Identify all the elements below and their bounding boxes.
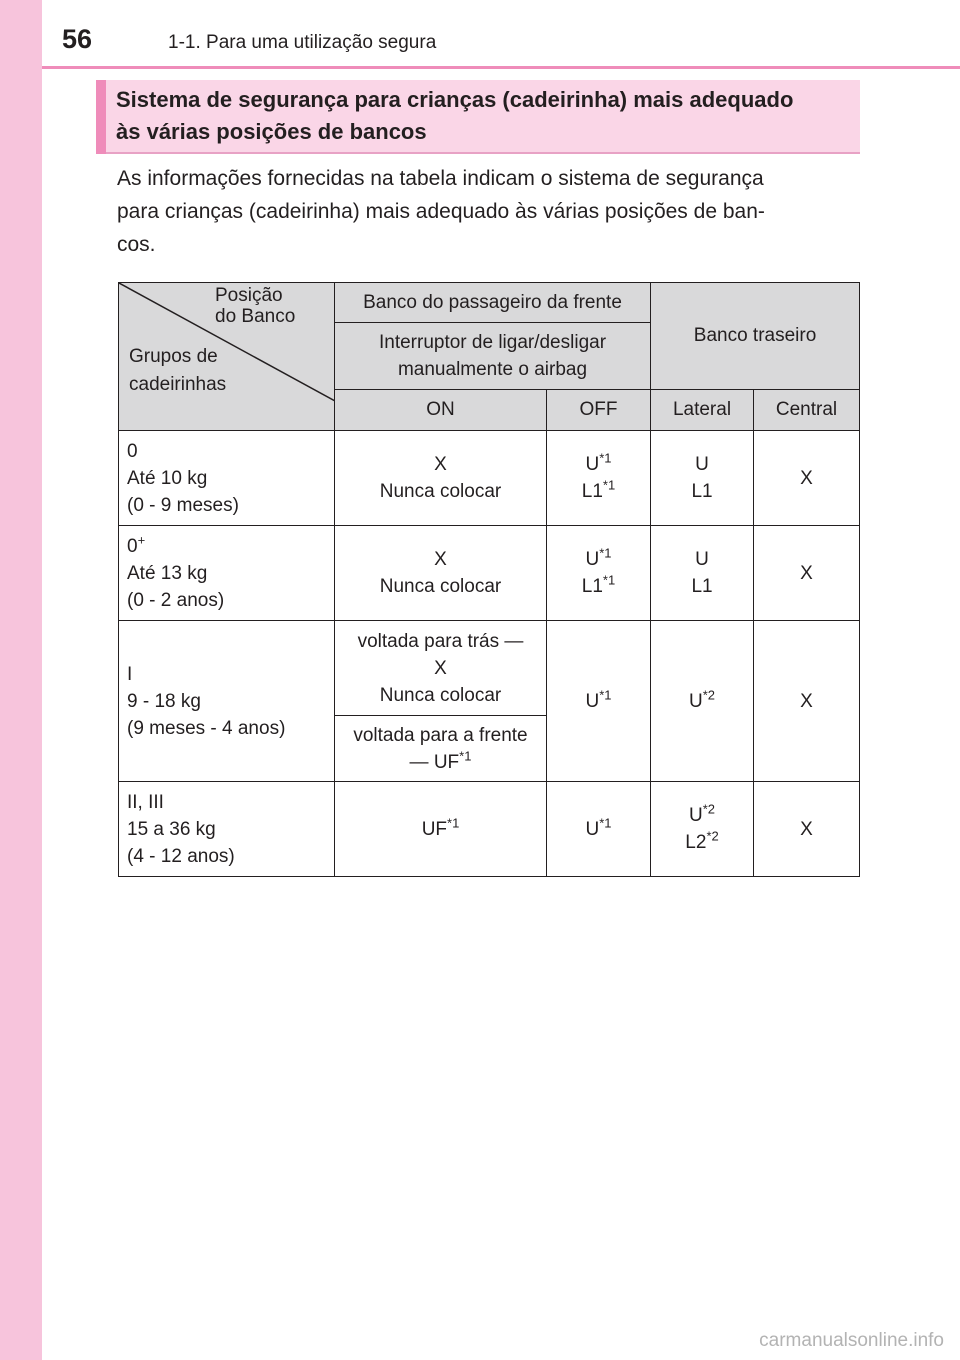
lateral-value-1: U [695, 549, 709, 570]
lateral-cell [651, 526, 754, 621]
footnote-mark: *2 [702, 801, 716, 817]
off-value-2: L1 [581, 576, 603, 597]
section-title-line1: Sistema de segurança para crianças (cadeirinha) mais adequado [116, 87, 794, 112]
off-value-2: L1 [581, 481, 603, 502]
side-color-strip [0, 0, 42, 1360]
group-age: (0 - 9 meses) [127, 494, 239, 516]
footnote-mark: *1 [602, 572, 616, 588]
watermark: carmanualsonline.info [759, 1330, 944, 1351]
col-central-header: Central [754, 389, 860, 430]
header-rule [42, 66, 960, 69]
seat-position-label [215, 285, 295, 327]
group-name: 0 [127, 535, 138, 557]
lateral-cell [651, 621, 754, 782]
footnote-mark: *2 [702, 687, 716, 703]
group-cell [119, 431, 335, 526]
lateral-value-2: L1 [691, 481, 713, 502]
central-cell: X [754, 782, 860, 877]
group-age: (0 - 2 anos) [127, 589, 225, 611]
footnote-mark: *1 [599, 815, 612, 831]
section-title [116, 84, 856, 148]
intro-line2: para crianças (cadeirinha) mais adequado às várias posições de ban- [117, 200, 765, 223]
airbag-switch-line2: manualmente o airbag [397, 358, 588, 380]
rear-facing-note: Nunca colocar [379, 684, 502, 706]
table-row [119, 782, 860, 877]
running-title: 1-1. Para uma utilização segura [168, 32, 437, 53]
intro-line3: cos. [117, 233, 156, 256]
child-seat-table [118, 282, 860, 877]
seat-position-line2: do Banco [215, 306, 296, 327]
forward-facing-value: — UF [409, 751, 460, 773]
off-cell [547, 782, 651, 877]
seat-groups-line2: cadeirinhas [129, 374, 227, 395]
group-superscript: + [137, 532, 146, 548]
group-weight: Até 13 kg [127, 562, 208, 584]
table-corner-cell [119, 283, 335, 431]
lateral-cell [651, 431, 754, 526]
group-cell [119, 621, 335, 782]
rear-facing-label: voltada para trás — [357, 630, 524, 652]
central-cell: X [754, 621, 860, 782]
on-cell [335, 782, 547, 877]
footnote-mark: *2 [706, 828, 719, 844]
central-cell: X [754, 526, 860, 621]
table-row [119, 431, 860, 526]
off-cell [547, 431, 651, 526]
table-row [119, 621, 860, 716]
off-cell [547, 621, 651, 782]
col-on-header: ON [335, 389, 547, 430]
footnote-mark: *1 [459, 748, 472, 764]
section-title-line2: às várias posições de bancos [116, 119, 427, 144]
central-cell: X [754, 431, 860, 526]
intro-paragraph [117, 162, 859, 261]
table-row [119, 526, 860, 621]
off-value-1: U [585, 549, 600, 570]
group-weight: 15 a 36 kg [127, 818, 216, 840]
front-seat-header: Banco do passageiro da frente [335, 283, 651, 323]
intro-line1: As informações fornecidas na tabela indicam o sistema de segurança [117, 167, 764, 190]
on-note: Nunca colocar [379, 576, 502, 597]
seat-groups-label [129, 343, 226, 399]
lateral-cell [651, 782, 754, 877]
group-name: II, III [127, 791, 164, 813]
rear-facing-cell [335, 621, 547, 716]
on-cell [335, 526, 547, 621]
airbag-switch-line1: Interruptor de ligar/desligar [378, 331, 607, 353]
lateral-value-2: L2 [685, 832, 707, 853]
on-value: UF [421, 818, 448, 840]
group-age: (4 - 12 anos) [127, 845, 235, 867]
lateral-value: U [689, 690, 703, 712]
on-note: Nunca colocar [379, 481, 502, 502]
off-value: U [585, 818, 600, 840]
on-value: X [434, 454, 447, 475]
off-value-1: U [585, 454, 600, 475]
seat-position-line1: Posição [215, 285, 283, 306]
col-off-header: OFF [547, 389, 651, 430]
page-number: 56 [62, 24, 93, 54]
forward-facing-label: voltada para a frente [353, 724, 528, 746]
seat-groups-line1: Grupos de [129, 346, 218, 367]
rear-facing-value: X [434, 657, 447, 679]
footnote-mark: *1 [599, 687, 612, 703]
group-cell [119, 782, 335, 877]
footnote-mark: *1 [447, 815, 460, 831]
on-value: X [434, 549, 447, 570]
footnote-mark: *1 [602, 477, 616, 493]
group-weight: 9 - 18 kg [127, 690, 201, 712]
footnote-mark: *1 [599, 450, 612, 466]
footnote-mark: *1 [599, 545, 612, 561]
group-name: I [127, 663, 133, 685]
lateral-value-1: U [689, 805, 703, 826]
col-lateral-header: Lateral [651, 389, 754, 430]
group-age: (9 meses - 4 anos) [127, 717, 286, 739]
lateral-value-1: U [695, 454, 709, 475]
group-cell [119, 526, 335, 621]
airbag-switch-header [335, 323, 651, 389]
rear-seat-header: Banco traseiro [651, 283, 860, 390]
forward-facing-cell [335, 716, 547, 782]
group-weight: Até 10 kg [127, 467, 208, 489]
off-cell [547, 526, 651, 621]
section-accent-bar [96, 80, 106, 154]
group-name: 0 [127, 440, 138, 462]
lateral-value-2: L1 [691, 576, 713, 597]
on-cell [335, 431, 547, 526]
off-value: U [585, 690, 600, 712]
section-heading-box [96, 80, 860, 154]
